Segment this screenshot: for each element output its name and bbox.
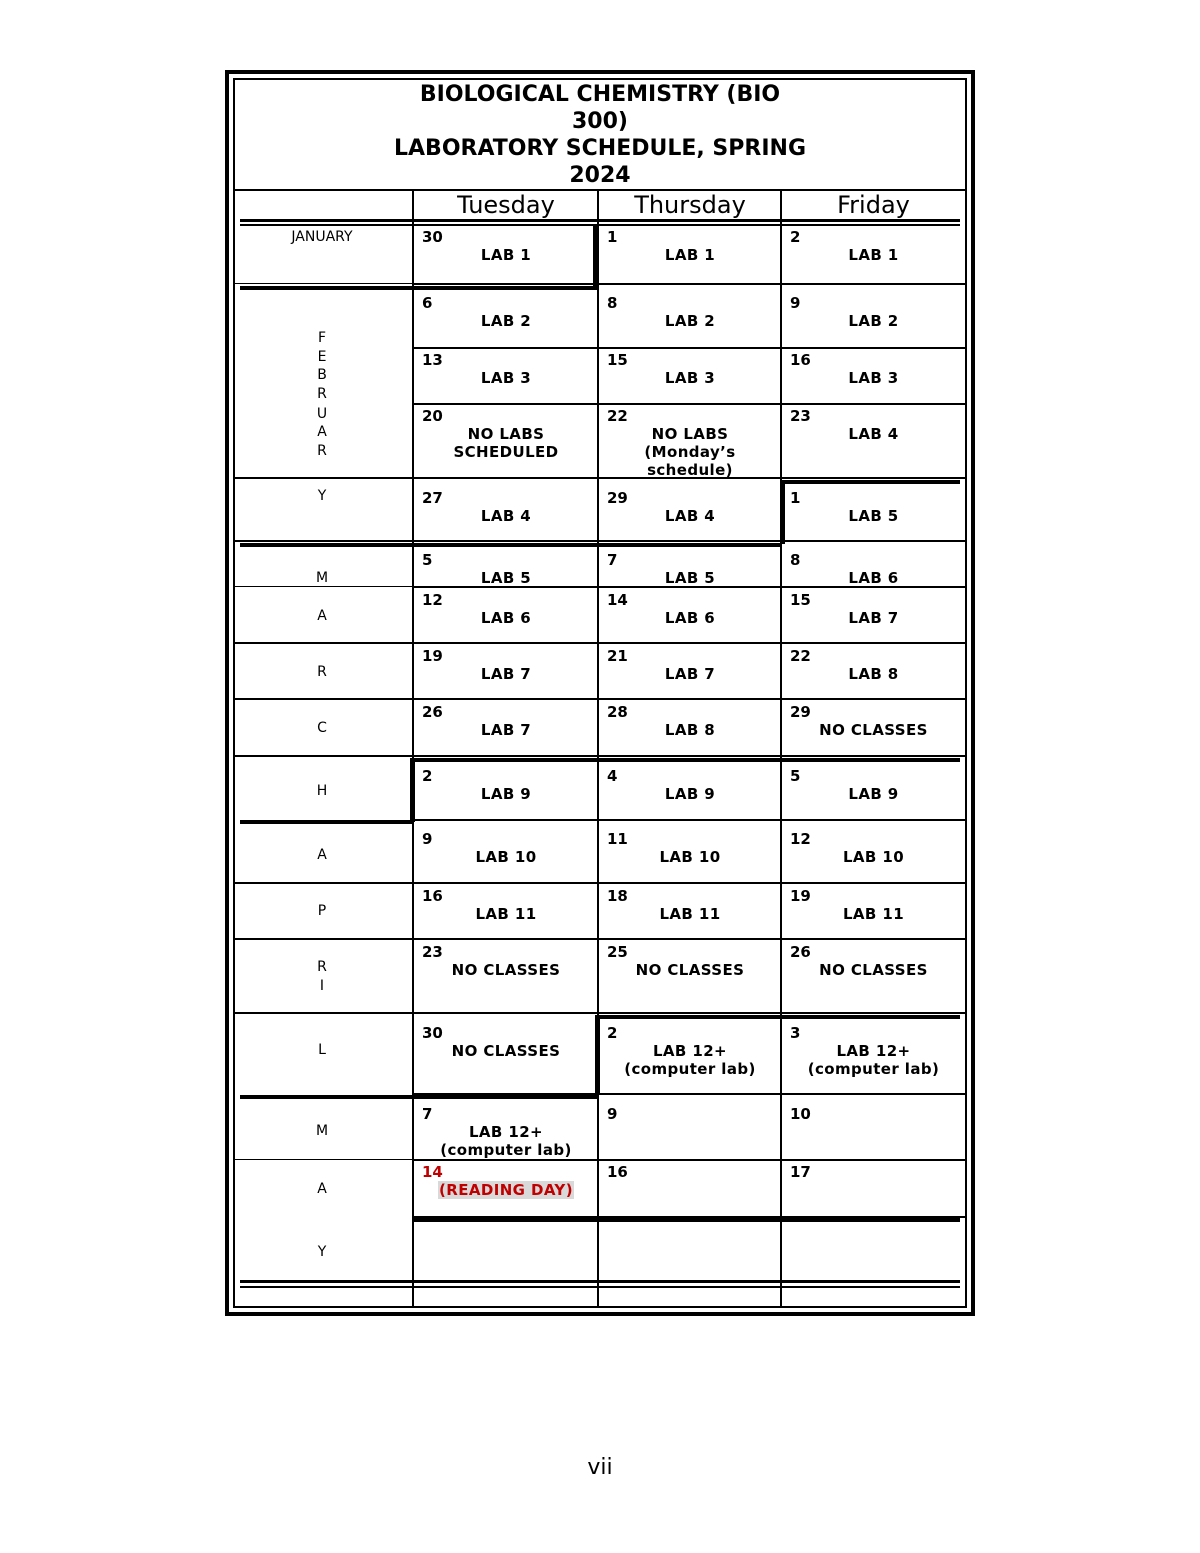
- grid-line: [240, 219, 960, 222]
- cell-lab-text: LAB 1: [848, 246, 899, 264]
- column-header-tuesday: Tuesday: [457, 191, 555, 219]
- cell-lab-text: LAB 9: [664, 785, 716, 803]
- month-letter: M: [315, 570, 329, 586]
- cell-lab-text: NO CLASSES: [451, 961, 561, 979]
- cell-lab-text: LAB 3: [848, 369, 899, 387]
- cell-day-number: 23: [790, 407, 811, 425]
- cell-lab-text: NO CLASSES: [819, 721, 928, 739]
- cell-lab-text: LAB 6: [664, 609, 716, 627]
- cell-lab-text: LAB 10: [842, 848, 905, 866]
- month-letter: C: [317, 720, 327, 736]
- cell-day-number: 15: [790, 591, 811, 609]
- cell-lab-text: LAB 9: [848, 785, 899, 803]
- month-letter: A: [317, 608, 327, 624]
- cell-lab-text: (computer lab): [440, 1141, 572, 1159]
- cell-day-number: 26: [790, 943, 811, 961]
- cell-day-number: 8: [607, 294, 618, 312]
- cell-lab-text: LAB 8: [848, 665, 899, 683]
- cell-lab-text: LAB 3: [480, 369, 532, 387]
- month-letter: H: [316, 783, 328, 799]
- cell-day-number: 19: [422, 647, 443, 665]
- month-letter: P: [317, 903, 327, 919]
- cell-lab-text: (computer lab): [807, 1060, 940, 1078]
- month-letter: Y: [317, 488, 327, 504]
- cell-lab-text: (READING DAY): [439, 1181, 573, 1199]
- cell-day-number: 11: [607, 830, 628, 848]
- cell-lab-text: LAB 12+: [468, 1123, 544, 1141]
- title-line: 2024: [569, 163, 631, 188]
- cell-lab-text: LAB 11: [842, 905, 905, 923]
- cell-lab-text: LAB 12+: [836, 1042, 911, 1060]
- cell-day-number: 14: [422, 1163, 443, 1181]
- cell-lab-text: LAB 2: [664, 312, 716, 330]
- cell-day-number: 16: [607, 1163, 628, 1181]
- cell-day-number: 30: [422, 1024, 443, 1042]
- cell-lab-text: LAB 1: [664, 246, 716, 264]
- cell-day-number: 9: [422, 830, 433, 848]
- grid-line: [414, 1012, 965, 1014]
- month-letter: R: [317, 443, 327, 459]
- grid-line: [414, 698, 965, 700]
- cell-lab-text: NO LABS: [467, 425, 545, 443]
- cell-day-number: 2: [422, 767, 433, 785]
- cell-lab-text: LAB 7: [664, 665, 716, 683]
- month-letter: U: [316, 406, 328, 422]
- month-boundary-line: [414, 758, 960, 762]
- cell-lab-text: LAB 6: [480, 609, 532, 627]
- cell-lab-text: SCHEDULED: [453, 443, 559, 461]
- cell-lab-text: NO CLASSES: [451, 1042, 561, 1060]
- cell-lab-text: LAB 7: [848, 609, 899, 627]
- grid-line: [235, 1159, 413, 1160]
- cell-day-number: 18: [607, 887, 628, 905]
- cell-lab-text: LAB 4: [480, 507, 532, 525]
- grid-line: [414, 642, 965, 644]
- cell-lab-text: NO LABS: [651, 425, 729, 443]
- grid-line: [240, 224, 960, 226]
- month-letter: B: [317, 367, 327, 383]
- cell-day-number: 25: [607, 943, 628, 961]
- cell-lab-text: NO CLASSES: [819, 961, 928, 979]
- schedule-title: [235, 80, 965, 190]
- month-boundary-line: [240, 820, 412, 824]
- month-boundary-line: [782, 480, 960, 484]
- cell-day-number: 9: [790, 294, 801, 312]
- cell-day-number: 9: [607, 1105, 618, 1123]
- cell-lab-text: LAB 10: [475, 848, 537, 866]
- month-boundary-line: [240, 286, 415, 290]
- cell-day-number: 29: [607, 489, 628, 507]
- grid-line: [240, 1286, 960, 1288]
- cell-day-number: 5: [790, 767, 801, 785]
- month-letter: R: [317, 959, 327, 975]
- month-boundary-line: [599, 1015, 960, 1019]
- cell-lab-text: LAB 2: [848, 312, 899, 330]
- grid-line: [414, 347, 965, 349]
- cell-day-number: 10: [790, 1105, 811, 1123]
- cell-day-number: 30: [422, 228, 443, 246]
- cell-day-number: 29: [790, 703, 811, 721]
- cell-day-number: 1: [607, 228, 618, 246]
- cell-day-number: 17: [790, 1163, 811, 1181]
- cell-day-number: 20: [422, 407, 443, 425]
- month-letter: L: [318, 1042, 326, 1058]
- month-letter: M: [315, 1123, 329, 1139]
- cell-day-number: 2: [790, 228, 801, 246]
- grid-line: [414, 283, 965, 285]
- cell-lab-text: schedule): [647, 461, 733, 479]
- cell-lab-text: LAB 2: [480, 312, 532, 330]
- cell-day-number: 12: [790, 830, 811, 848]
- grid-line: [235, 1012, 413, 1014]
- month-letter: I: [319, 978, 325, 994]
- cell-day-number: 12: [422, 591, 443, 609]
- cell-day-number: 22: [607, 407, 628, 425]
- cell-day-number: 26: [422, 703, 443, 721]
- title-line: BIOLOGICAL CHEMISTRY (BIO: [419, 82, 781, 107]
- cell-day-number: 7: [422, 1105, 433, 1123]
- cell-day-number: 23: [422, 943, 443, 961]
- cell-day-number: 3: [790, 1024, 801, 1042]
- grid-line: [235, 882, 413, 884]
- cell-lab-text: LAB 4: [664, 507, 716, 525]
- grid-line: [240, 1280, 960, 1283]
- cell-lab-text: LAB 9: [480, 785, 532, 803]
- month-boundary-line: [240, 543, 780, 547]
- cell-day-number: 28: [607, 703, 628, 721]
- cell-day-number: 16: [790, 351, 811, 369]
- cell-day-number: 21: [607, 647, 628, 665]
- month-letter: A: [317, 1181, 327, 1197]
- cell-lab-text: LAB 7: [480, 721, 532, 739]
- month-letter: R: [317, 664, 327, 680]
- column-header-thursday: Thursday: [634, 191, 746, 219]
- grid-line: [414, 938, 965, 940]
- grid-line: [414, 403, 965, 405]
- grid-line: [414, 1159, 965, 1161]
- cell-lab-text: LAB 8: [664, 721, 716, 739]
- cell-day-number: 19: [790, 887, 811, 905]
- cell-day-number: 6: [422, 294, 433, 312]
- cell-lab-text: LAB 11: [659, 905, 721, 923]
- cell-lab-text: LAB 1: [480, 246, 532, 264]
- cell-lab-text: LAB 7: [480, 665, 532, 683]
- cell-lab-text: (Monday’s: [644, 443, 736, 461]
- cell-lab-text: LAB 4: [848, 425, 899, 443]
- grid-line: [414, 819, 965, 821]
- grid-line: [235, 755, 413, 757]
- column-header-friday: Friday: [837, 191, 910, 219]
- cell-lab-text: LAB 6: [848, 569, 899, 587]
- cell-day-number: 14: [607, 591, 628, 609]
- title-line: LABORATORY SCHEDULE, SPRING: [394, 136, 806, 161]
- cell-day-number: 13: [422, 351, 443, 369]
- cell-day-number: 5: [422, 551, 433, 569]
- grid-line: [414, 540, 965, 542]
- cell-lab-text: LAB 5: [664, 569, 716, 587]
- grid-line: [414, 882, 965, 884]
- month-letter: E: [317, 349, 327, 365]
- cell-day-number: 1: [790, 489, 801, 507]
- cell-lab-text: LAB 11: [475, 905, 537, 923]
- cell-lab-text: (computer lab): [624, 1060, 756, 1078]
- grid-line: [235, 189, 965, 191]
- month-letter: JANUARY: [291, 229, 353, 245]
- title-line: 300): [572, 109, 628, 134]
- cell-day-number: 7: [607, 551, 618, 569]
- cell-lab-text: NO CLASSES: [635, 961, 745, 979]
- cell-lab-text: LAB 3: [664, 369, 716, 387]
- grid-line: [235, 477, 413, 479]
- page-number: vii: [587, 1455, 613, 1480]
- grid-line: [235, 642, 413, 644]
- cell-day-number: 8: [790, 551, 801, 569]
- cell-day-number: 4: [607, 767, 618, 785]
- cell-lab-text: LAB 5: [480, 569, 532, 587]
- cell-day-number: 2: [607, 1024, 618, 1042]
- month-letter: A: [317, 847, 327, 863]
- cell-day-number: 15: [607, 351, 628, 369]
- cell-day-number: 27: [422, 489, 443, 507]
- month-boundary-line: [414, 286, 597, 290]
- cell-day-number: 16: [422, 887, 443, 905]
- month-boundary-line: [414, 1218, 960, 1222]
- cell-lab-text: LAB 12+: [652, 1042, 728, 1060]
- cell-lab-text: LAB 10: [659, 848, 721, 866]
- month-boundary-line: [240, 1095, 597, 1099]
- month-letter: A: [317, 424, 327, 440]
- grid-line: [235, 540, 413, 542]
- month-letter: Y: [317, 1244, 327, 1260]
- grid-line: [235, 283, 413, 284]
- grid-line: [780, 189, 782, 1307]
- month-letter: R: [317, 386, 327, 402]
- grid-line: [235, 938, 413, 940]
- grid-line: [235, 698, 413, 700]
- cell-lab-text: LAB 5: [848, 507, 899, 525]
- month-letter: F: [317, 330, 327, 346]
- cell-day-number: 22: [790, 647, 811, 665]
- grid-line: [414, 755, 965, 757]
